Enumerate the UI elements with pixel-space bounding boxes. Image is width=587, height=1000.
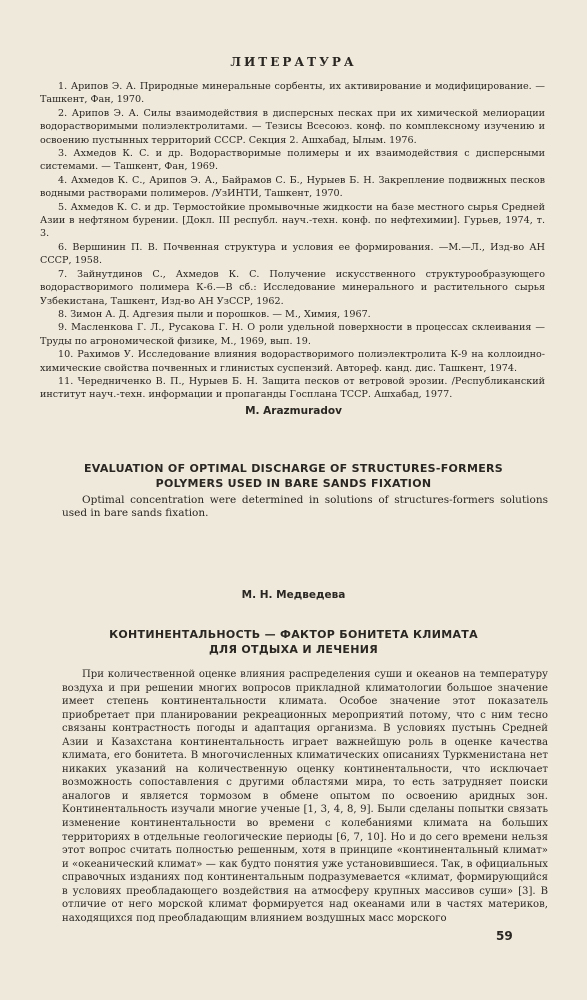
- reference-item: 10. Рахимов У. Исследование влияния водорастворимого полиэлектролита К-9 на коллоидно-химические свойства почвенных и глинистых суспензий. Автореф. канд. дис. Ташкент, 1974.: [40, 349, 545, 374]
- reference-item: 5. Ахмедов К. С. и др. Термостойкие промывочные жидкости на базе местного сырья Средней Азии в нефтяном бурении. [Докл. III республ. науч.-техн. конф. по нефтехимии]. Гурьев, 1974, т. 3.: [40, 201, 545, 240]
- reference-item: 4. Ахмедов К. С., Арипов Э. А., Байрамов С. Б., Нурыев Б. Н. Закрепление подвижных песков водными растворами полимеров. /УзИНТИ, Ташкент, 1970.: [40, 174, 545, 200]
- article1-author: M. Arazmuradov: [245, 405, 342, 417]
- article2-title-line2: ДЛЯ ОТДЫХА И ЛЕЧЕНИЯ: [208, 643, 379, 656]
- reference-item: 9. Масленкова Г. Л., Русакова Г. Н. О роли удельной поверхности в процессах склеивания — Труды по агрономической физике, М., 1969, вып. 19.: [40, 322, 545, 347]
- article1-abstract: Optimal concentration were determined in solutions of structures-formers solutions used in bare sands fixation.: [62, 494, 548, 519]
- reference-item: 7. Зайнутдинов С., Ахмедов К. С. Получение искусственного структурообразующего водорастворимого полимера К-6.—В сб.: Исследование минерального и растительного сырья Узбекистана, Ташкент, Изд-во АН УзССР, 1962.: [40, 268, 545, 307]
- article1-title: [0, 461, 587, 491]
- reference-item: 11. Чередниченко В. П., Нурыев Б. Н. Защита песков от ветровой эрозии. /Республиканский институт науч.-техн. информации и пропаганды Госплана ТССР. Ашхабад, 1977.: [40, 375, 545, 401]
- reference-item: 2. Арипов Э. А. Силы взаимодействия в дисперсных песках при их химической мелиорации водорастворимыми полиэлектролитами. — Тезисы Всесоюз. конф. по комплексному изучению и освоению пустынных территорий СССР. Секция 2. Ашхабад, Ылым. 1976.: [40, 107, 545, 146]
- reference-item: 3. Ахмедов К. С. и др. Водорастворимые полимеры и их взаимодействия с дисперсными системами. — Ташкент, Фан, 1969.: [40, 148, 545, 173]
- article2-title: [0, 627, 587, 657]
- reference-item: 8. Зимон А. Д. Адгезия пыли и порошков. — М., Химия, 1967.: [58, 308, 371, 320]
- article1-title-line2: POLYMERS USED IN BARE SANDS FIXATION: [155, 477, 432, 490]
- article2-title-line1: КОНТИНЕНТАЛЬНОСТЬ — ФАКТОР БОНИТЕТА КЛИМАТА: [109, 628, 478, 641]
- reference-item: 6. Вершинин П. В. Почвенная структура и условия ее формирования. —М.—Л., Изд-во АН СССР, 1958.: [40, 241, 545, 267]
- article1-title-line1: EVALUATION OF OPTIMAL DISCHARGE OF STRUCTURES-FORMERS: [83, 462, 504, 475]
- references-heading: ЛИТЕРАТУРА: [230, 55, 357, 69]
- article2-author: М. Н. Медведева: [241, 589, 346, 601]
- reference-item: 1. Арипов Э. А. Природные минеральные сорбенты, их активирование и модифицирование. — Ташкент, Фан, 1970.: [40, 81, 545, 106]
- page-number: 59: [496, 929, 513, 943]
- article2-body: При количественной оценке влияния распределения суши и океанов на температуру воздуха и при решении многих вопросов прикладной климатологии большое значение имеет степень континентальности климата. Особое значение этот показатель приобретает при планировании рекреационных мероприятий потому, что с ним тесно связаны контрастность погоды и адаптация организма. В условиях пустынь Средней Азии и Казахстана континентальность играет важнейшую роль в оценке качества климата, его бонитета. В многочисленных климатических описаниях Туркменистана нет никаких указаний на количественную оценку континентальности, что исключает возможность сопоставления с другими областями мира, то есть затрудняет поиски аналогов и является тормозом в обмене опытом по освоению аридных зон. Континентальность изучали многие ученые [1, 3, 4, 8, 9]. Были сделаны попытки связать изменение континентальности во времени с колебаниями климата на больших территориях в отдельные геологические периоды [6, 7, 10]. Но и до сего времени нельзя этот вопрос считать полностью решенным, хотя в принципе «континентальный климат» и «океанический климат» — как будто понятия уже установившиеся. Так, в официальных справочных изданиях под континентальным подразумевается «климат, формирующийся в условиях преобладающего воздействия на атмосферу крупных массивов суши» [3]. В отличие от него морской климат формируется над океанами или в частях материков, находящихся под преобладающим влиянием воздушных масс морского: [62, 669, 548, 924]
- references-list: [40, 80, 545, 402]
